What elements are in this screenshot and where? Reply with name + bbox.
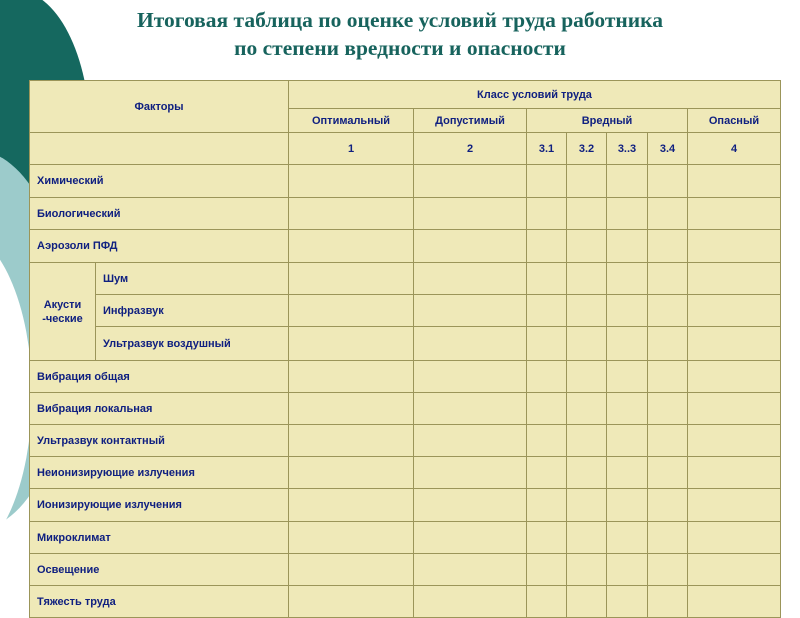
code-cell: 3.1 (527, 133, 567, 165)
table-row (30, 263, 781, 295)
title-line-1: Итоговая таблица по оценке условий труда работника (136, 8, 663, 32)
factor-label: Вибрация локальная (30, 393, 289, 425)
class-harmful: Вредный (527, 109, 688, 133)
table-row (30, 554, 781, 586)
table-row (30, 457, 781, 489)
table-row (30, 165, 781, 198)
page-title (0, 6, 800, 62)
class-dangerous: Опасный (688, 109, 781, 133)
factor-label: Микроклимат (30, 522, 289, 554)
factor-sublabel: Шум (96, 263, 289, 295)
factor-label: Ионизирующие излучения (30, 489, 289, 522)
factor-label: Вибрация общая (30, 361, 289, 393)
code-cell: 4 (688, 133, 781, 165)
factor-label: Тяжесть труда (30, 586, 289, 618)
class-header: Класс условий труда (289, 81, 781, 109)
code-cell: 2 (414, 133, 527, 165)
factor-sublabel: Ультразвук воздушный (96, 327, 289, 361)
table-row (30, 425, 781, 457)
factor-label: Освещение (30, 554, 289, 586)
table-row (30, 295, 781, 327)
factor-label: Химический (30, 165, 289, 198)
factor-sublabel: Инфразвук (96, 295, 289, 327)
table-row (30, 230, 781, 263)
table-row (30, 522, 781, 554)
table-row (30, 198, 781, 230)
factor-label: Неионизирующие излучения (30, 457, 289, 489)
class-optimal: Оптимальный (289, 109, 414, 133)
table-row (30, 361, 781, 393)
table-row (30, 327, 781, 361)
working-conditions-table (29, 80, 781, 618)
code-cell: 3.4 (648, 133, 688, 165)
class-permissible: Допустимый (414, 109, 527, 133)
title-line-2: по степени вредности и опасности (234, 36, 566, 60)
codes-blank-cell (30, 133, 289, 165)
acoustic-group-label: Акусти -ческие (30, 263, 96, 361)
code-cell: 3..3 (607, 133, 648, 165)
table-row (30, 489, 781, 522)
factor-label: Аэрозоли ПФД (30, 230, 289, 263)
factor-label: Биологический (30, 198, 289, 230)
table-row (30, 393, 781, 425)
table-row (30, 586, 781, 618)
code-cell: 1 (289, 133, 414, 165)
factor-label: Ультразвук контактный (30, 425, 289, 457)
code-cell: 3.2 (567, 133, 607, 165)
factors-header: Факторы (30, 81, 289, 133)
